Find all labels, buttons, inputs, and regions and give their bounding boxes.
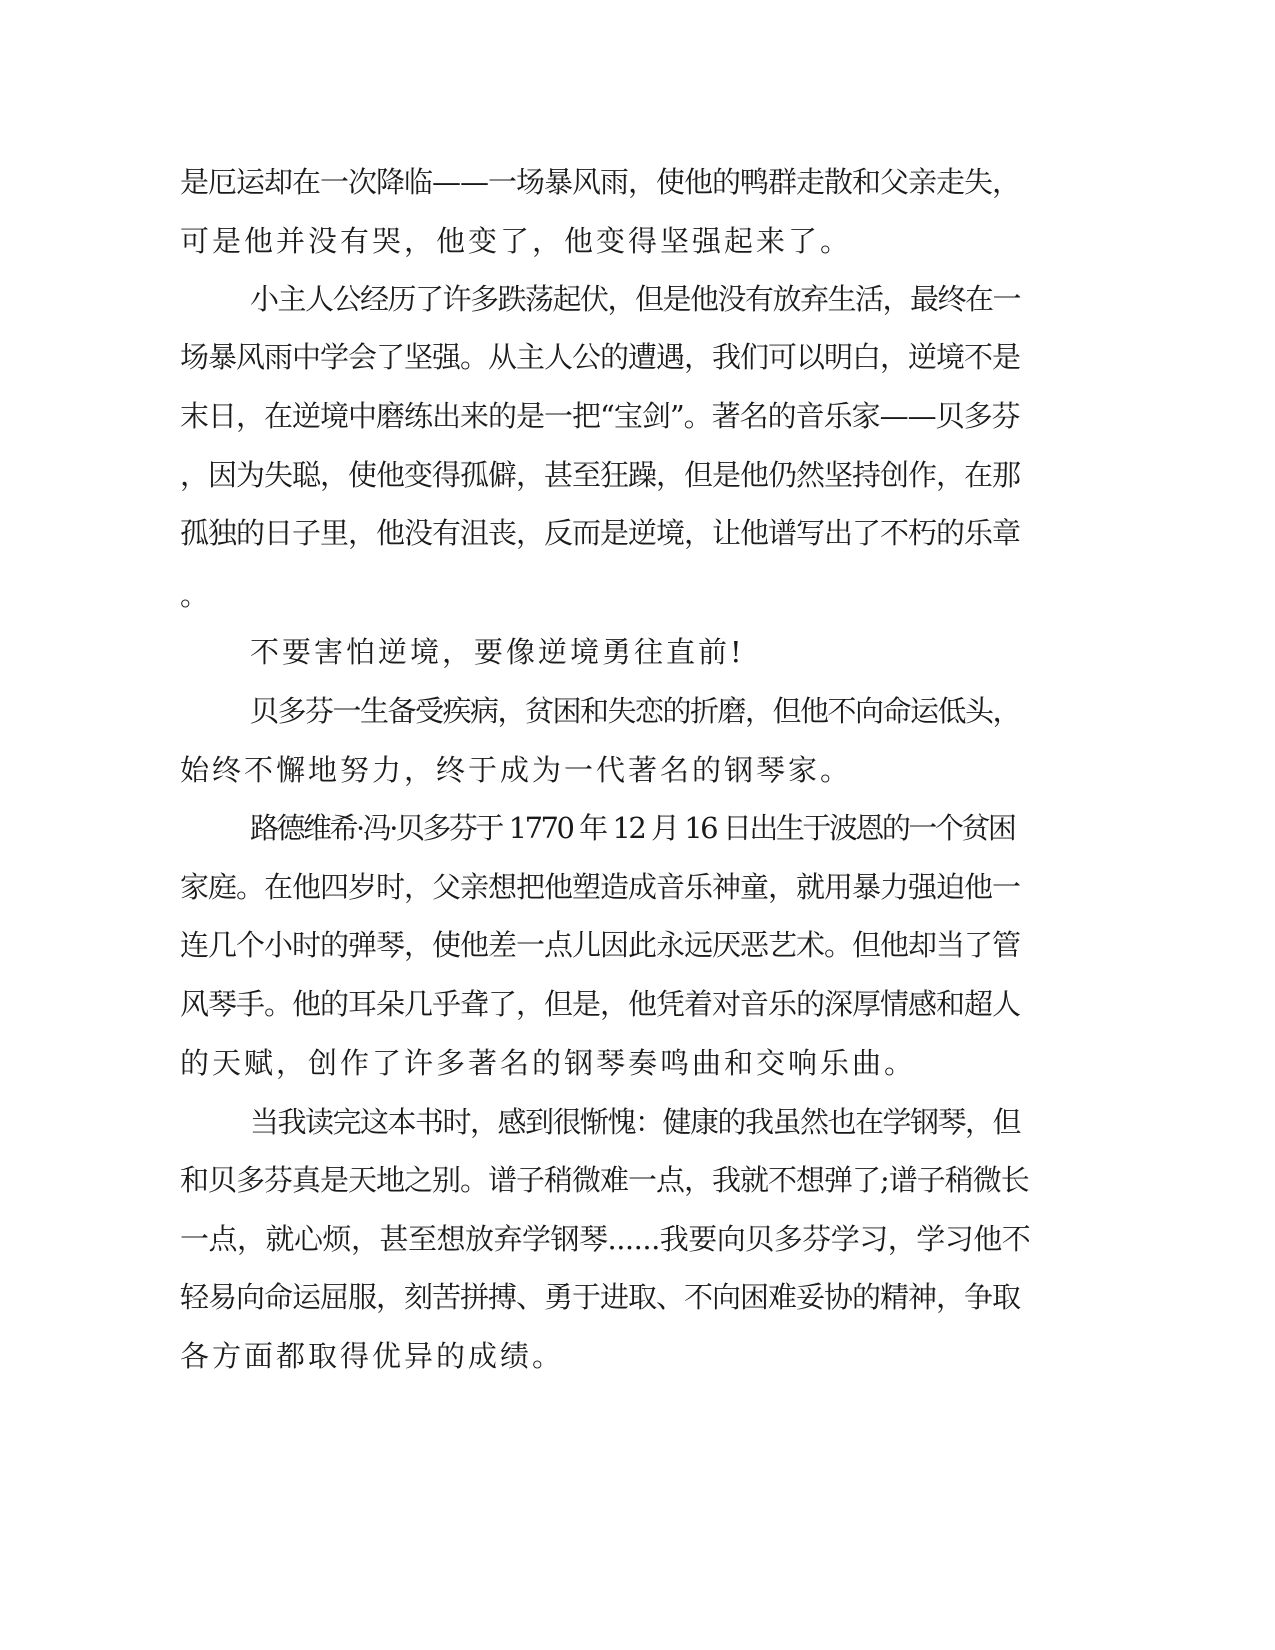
text-line: 家庭。在他四岁时，父亲想把他塑造成音乐神童，就用暴力强迫他一 bbox=[180, 870, 1021, 904]
text-line: 轻易向命运屈服，刻苦拼搏、勇于进取、不向困难妥协的精神，争取 bbox=[180, 1280, 1021, 1314]
text-line: 连几个小时的弹琴，使他差一点儿因此永远厌恶艺术。但他却当了管 bbox=[180, 928, 1021, 962]
text-line: ，因为失聪，使他变得孤僻，甚至狂躁，但是他仍然坚持创作，在那 bbox=[180, 458, 1021, 492]
text-line: 场暴风雨中学会了坚强。从主人公的遭遇，我们可以明白，逆境不是 bbox=[180, 340, 1021, 374]
text-line: 各方面都取得优异的成绩。 bbox=[180, 1339, 565, 1373]
text-line: 一点，就心烦，甚至想放弃学钢琴......我要向贝多芬学习，学习他不 bbox=[180, 1222, 1031, 1256]
text-line: 贝多芬一生备受疾病，贫困和失恋的折磨，但他不向命运低头， bbox=[250, 694, 1021, 728]
text-line: 的天赋，创作了许多著名的钢琴奏鸣曲和交响乐曲。 bbox=[180, 1046, 917, 1080]
text-line: 。 bbox=[180, 578, 213, 612]
text-line: 孤独的日子里，他没有沮丧，反而是逆境，让他谱写出了不朽的乐章 bbox=[180, 516, 1021, 550]
text-line: 是厄运却在一次降临——一场暴风雨，使他的鸭群走散和父亲走失， bbox=[180, 165, 1021, 199]
text-line: 当我读完这本书时，感到很惭愧：健康的我虽然也在学钢琴，但 bbox=[250, 1105, 1021, 1139]
text-line: 不要害怕逆境，要像逆境勇往直前! bbox=[250, 635, 745, 669]
text-line: 路德维希·冯·贝多芬于 1770 年 12 月 16 日出生于波恩的一个贫困 bbox=[250, 811, 1015, 845]
text-line: 小主人公经历了许多跌荡起伏，但是他没有放弃生活，最终在一 bbox=[250, 282, 1021, 316]
text-line: 末日，在逆境中磨练出来的是一把“宝剑”。著名的音乐家——贝多芬 bbox=[180, 399, 1020, 433]
text-line: 风琴手。他的耳朵几乎聋了，但是，他凭着对音乐的深厚情感和超人 bbox=[180, 987, 1021, 1021]
text-line: 可是他并没有哭，他变了，他变得坚强起来了。 bbox=[180, 224, 853, 258]
text-line: 和贝多芬真是天地之别。谱子稍微难一点，我就不想弹了;谱子稍微长 bbox=[180, 1163, 1029, 1197]
text-line: 始终不懈地努力，终于成为一代著名的钢琴家。 bbox=[180, 753, 853, 787]
